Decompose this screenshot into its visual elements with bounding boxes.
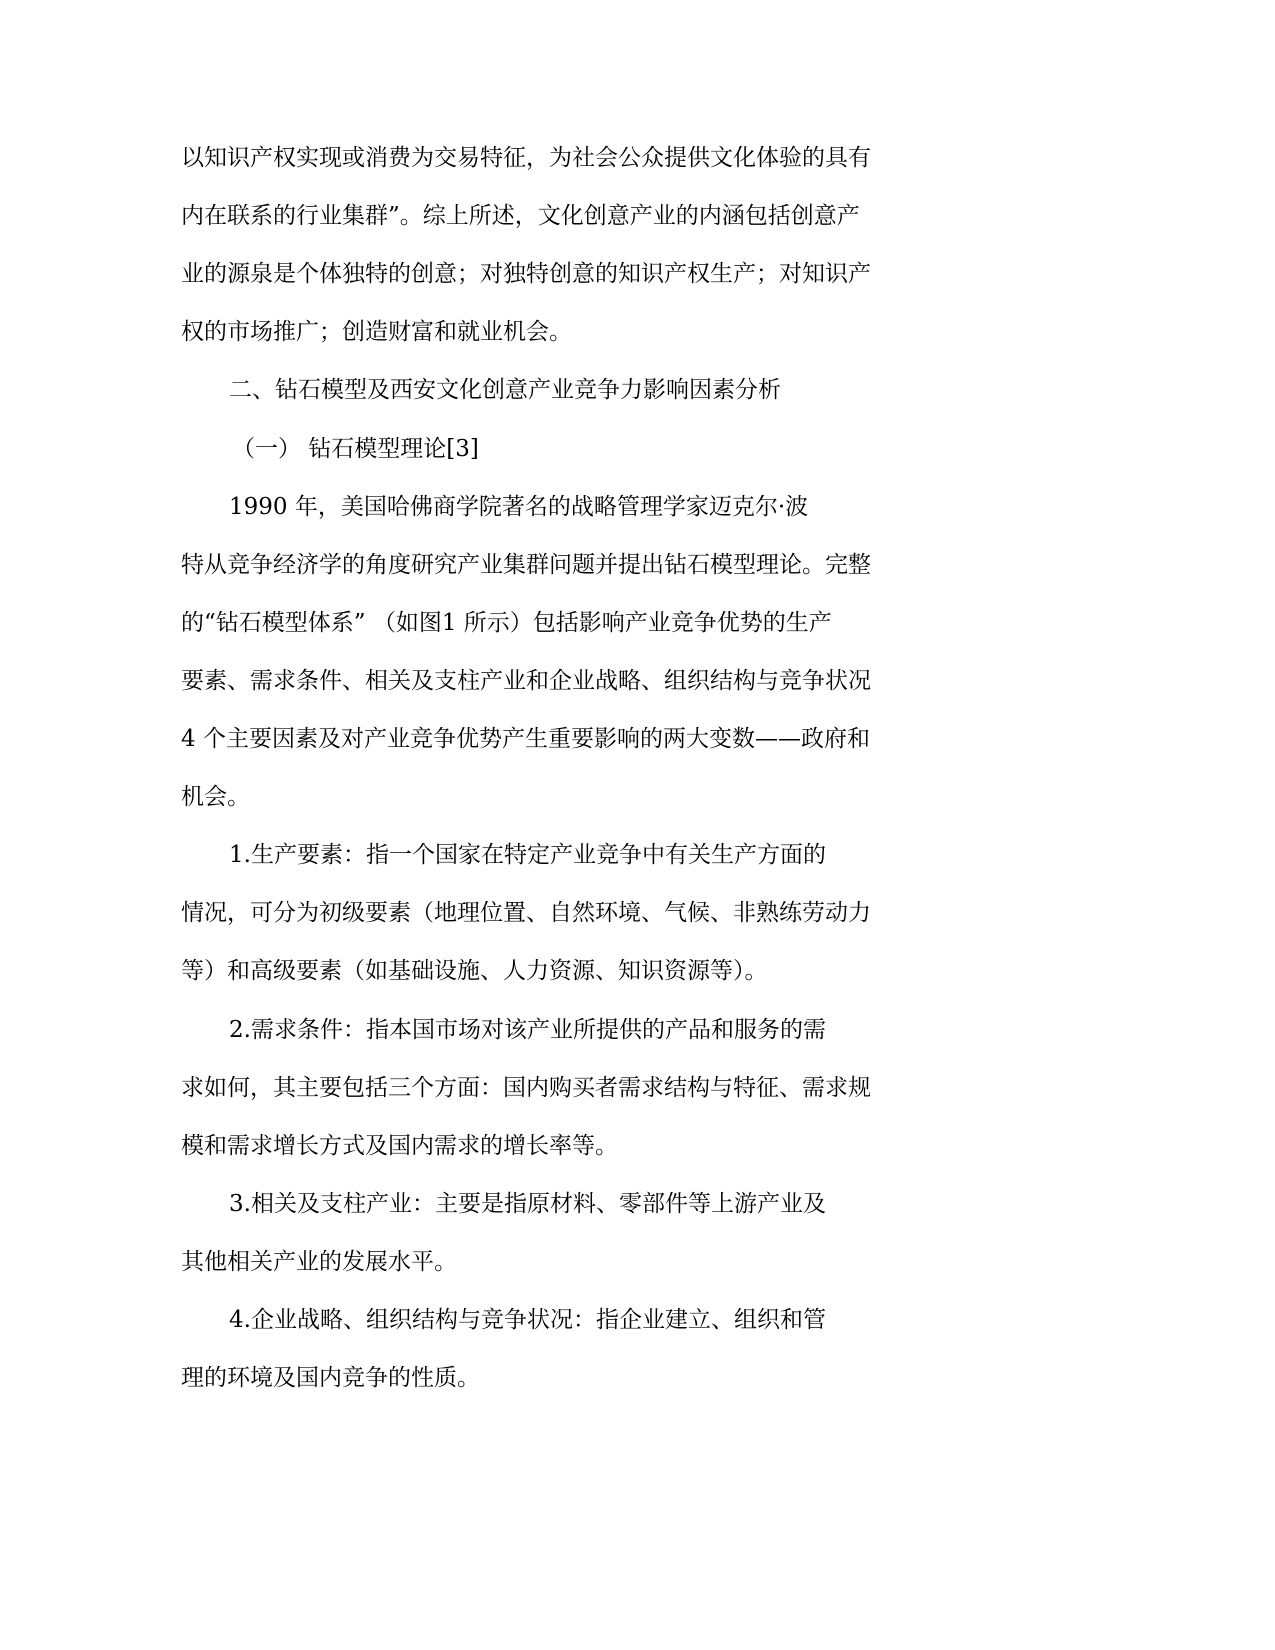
list-item-line: 3.相关及支柱产业：主要是指原材料、零部件等上游产业及	[229, 1191, 826, 1217]
body-text-line: 理的环境及国内竞争的性质。	[181, 1365, 480, 1391]
body-text-line: 求如何，其主要包括三个方面：国内购买者需求结构与特征、需求规	[181, 1075, 871, 1101]
body-text-line: 模和需求增长方式及国内需求的增长率等。	[181, 1133, 618, 1159]
body-text-line: 情况，可分为初级要素（地理位置、自然环境、气候、非熟练劳动力	[181, 900, 871, 926]
list-item-line: 2.需求条件：指本国市场对该产业所提供的产品和服务的需	[229, 1017, 826, 1043]
body-text-line: 4 个主要因素及对产业竞争优势产生重要影响的两大变数——政府和	[181, 726, 870, 752]
body-text-line: 权的市场推广；创造财富和就业机会。	[181, 319, 572, 345]
body-text-line: 业的源泉是个体独特的创意；对独特创意的知识产权生产；对知识产	[181, 261, 871, 287]
list-item-line: 1.生产要素：指一个国家在特定产业竞争中有关生产方面的	[229, 842, 826, 868]
body-text-line: 要素、需求条件、相关及支柱产业和企业战略、组织结构与竞争状况	[181, 668, 871, 694]
body-text-line: 等）和高级要素（如基础设施、人力资源、知识资源等）。	[181, 958, 768, 984]
body-text-line: 机会。	[181, 784, 250, 810]
body-text-line: 以知识产权实现或消费为交易特征，为社会公众提供文化体验的具有	[181, 145, 871, 171]
list-item-line: 4.企业战略、组织结构与竞争状况：指企业建立、组织和管	[229, 1307, 826, 1333]
section-heading: 二、钻石模型及西安文化创意产业竞争力影响因素分析	[229, 377, 781, 403]
subsection-heading: （一） 钻石模型理论[3]	[232, 436, 479, 462]
body-text-line: 内在联系的行业集群”。综上所述，文化创意产业的内涵包括创意产	[181, 203, 860, 229]
body-text-line: 其他相关产业的发展水平。	[181, 1249, 457, 1275]
body-text-line: 的“钻石模型体系” （如图1 所示）包括影响产业竞争优势的生产	[181, 610, 832, 636]
body-text-line: 特从竞争经济学的角度研究产业集群问题并提出钻石模型理论。完整	[181, 552, 871, 578]
body-text-line: 1990 年，美国哈佛商学院著名的战略管理学家迈克尔·波	[229, 494, 809, 520]
